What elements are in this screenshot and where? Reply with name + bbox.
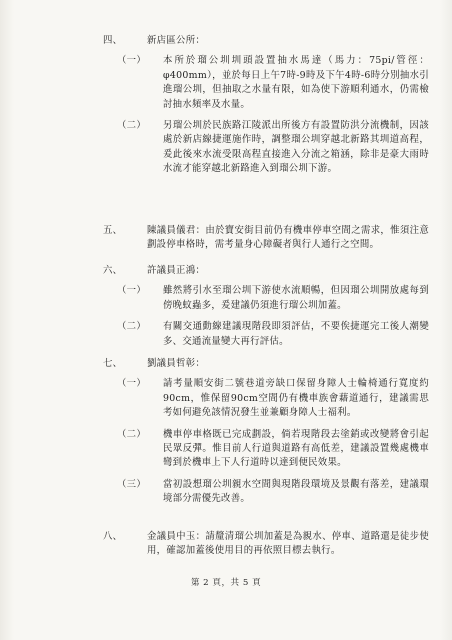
list-item bbox=[0, 320, 452, 349]
section-text: 陳議員儀君：由於寶安街目前仍有機車停車空間之需求，惟須注意劃設停車格時，需考量身心障礙者與行人通行之空間。 bbox=[147, 225, 429, 251]
list-item bbox=[0, 284, 452, 313]
section-6 bbox=[0, 264, 452, 349]
page-footer: 第 2 頁，共 5 頁 bbox=[190, 578, 262, 588]
list-item bbox=[0, 478, 452, 507]
item-text: 請考量順安街二號巷道旁缺口保留身障人士輪椅通行寬度約90cm，惟保留90cm空間仍有機車族會藉道通行，建議需思考如何避免該情況發生並兼顧身障人士福利。 bbox=[163, 378, 429, 419]
item-number: （二） bbox=[117, 321, 147, 333]
item-number: （二） bbox=[117, 120, 147, 132]
section-number: 七、 bbox=[103, 358, 123, 369]
item-number: （一） bbox=[117, 55, 147, 67]
list-item bbox=[0, 119, 452, 177]
item-text: 本所於瑠公圳圳頭設置抽水馬達（馬力：75pi/管徑：φ400mm），並於每日上午7時-9時及下午4時-6時分別抽水引進瑠公圳，但抽取之水量有限，如為使下游順利通水，仍需檢討抽水頻率及水量。 bbox=[163, 55, 429, 110]
section-title: 劉議員哲彰： bbox=[147, 358, 206, 369]
section-text: 金議員中玉：請釐清瑠公圳加蓋是為親水、停車、道路還是徒步使用，確認加蓋後使用目的再依照目標去執行。 bbox=[147, 531, 429, 557]
item-text: 機車停車格既已完成劃設，倘若現階段去塗銷或改變將會引起民眾反彈。惟目前人行道與道路有高低差，建議設置幾處機車彎到於機車上下人行道時以達到便民效果。 bbox=[163, 428, 429, 469]
item-number: （一） bbox=[117, 378, 147, 390]
item-text: 另瑠公圳於民族路江陵派出所後方有設置防洪分流機制，因該處於新店線捷運施作時，調整瑠公圳穿越北新路其圳道高程，爰此後來水流受限高程直接進入分流之箱涵，除非是豪大雨時水流才能穿越北新路進入到瑠公圳下游。 bbox=[163, 120, 429, 175]
item-text: 有關交通動線建議現階段即須評估，不要俟捷運完工後人潮變多、交通流量變大再行評估。 bbox=[163, 321, 429, 347]
section-7 bbox=[0, 357, 452, 507]
list-item bbox=[0, 377, 452, 420]
list-item bbox=[0, 54, 452, 112]
item-number: （二） bbox=[117, 428, 147, 440]
section-number: 五、 bbox=[103, 225, 123, 236]
section-number: 八、 bbox=[103, 531, 123, 542]
section-title: 新店區公所： bbox=[147, 35, 206, 46]
section-number: 六、 bbox=[103, 265, 123, 276]
section-4 bbox=[0, 34, 452, 177]
section-5 bbox=[0, 224, 452, 253]
item-text: 當初設想瑠公圳親水空間與現階段環境及景觀有落差，建議環境部分需優先改善。 bbox=[163, 478, 429, 505]
section-number: 四、 bbox=[103, 35, 123, 46]
section-title: 許議員正鴻： bbox=[147, 265, 206, 276]
item-number: （三） bbox=[117, 478, 147, 490]
item-text: 雖然將引水至瑠公圳下游使水流順暢，但因瑠公圳開放處每到傍晚蚊蟲多，爰建議仍須進行瑠公圳加蓋。 bbox=[163, 285, 429, 311]
list-item bbox=[0, 428, 452, 471]
item-number: （一） bbox=[117, 285, 147, 297]
section-8 bbox=[0, 530, 452, 559]
